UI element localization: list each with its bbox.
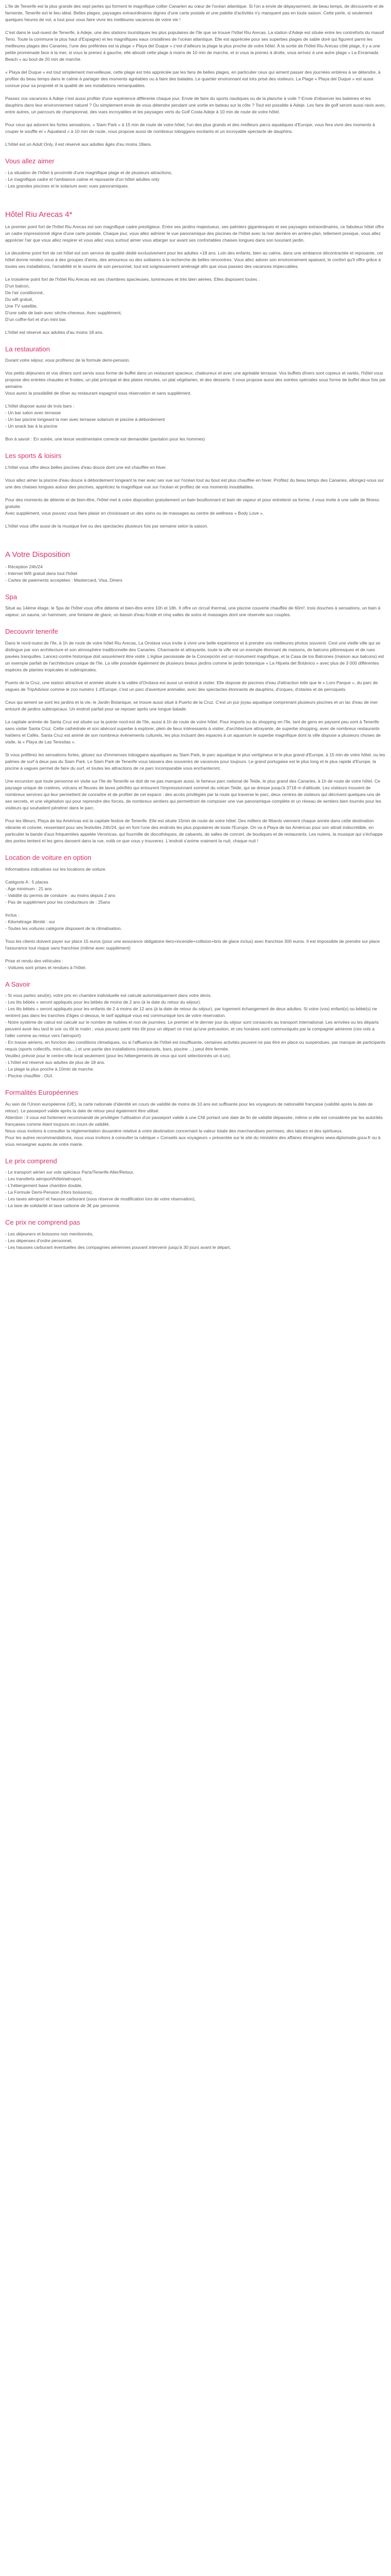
list-item: - Un bar piscine longeant la mer avec terrasse solarium et piscine à débordement xyxy=(5,417,165,422)
list-item: D'un coffre-fort et d'un mini bar. xyxy=(5,316,67,322)
list-item: - Si vous partez seul(e), votre prix en chambre individuelle est calculé automatiquement dans votre devis. xyxy=(5,993,212,998)
list-item: - Les lits bébés « seront appliqués pour les bébés de moins de 2 ans (à la date du retour du séjour). xyxy=(5,999,201,1005)
list-item: - Les transferts aéroport/hôtel/aéroport, xyxy=(5,1176,83,1182)
list-item: De l'air conditionné, xyxy=(5,290,44,295)
spa-paragraph: Situé au 14ème étage, le Spa de l'hôtel vous offre détente et bien-être entre 10h et 18h. Il offre un circuit thermal, une piscine couverte chauffée de 60m², trois douches à sensations, un bain à vapeur, un sauna, un hammam, une fontaine de glace, un bassin d'eau froide et cinq salles de soins et massages dont une réservée aux couples. xyxy=(5,605,381,618)
list-item: - Le magnifique cadre et l'ambiance calme et reposante d'un hôtel adultes only xyxy=(5,176,159,182)
formalites-paragraph: Nous vous invitons à consulter la réglementation douanière relative à votre destination concernant la valeur totale des marchandises permises, des tabacs et des spiritueux. xyxy=(5,1128,343,1133)
list-item: D'une salle de bain avec sèche-cheveux. Avec supplément, xyxy=(5,310,122,315)
section-title-sports: Les sports & loisirs xyxy=(5,452,62,460)
list-item: - Cartes de paiements acceptées : Mastercard, Visa, Diners xyxy=(5,577,123,583)
section-title-spa: Spa xyxy=(5,592,18,601)
list-item: - Notre système de calcul est calculé sur le nombre de nuitées et non de journées. Le premier et le dernier jour du séjour sont consacrés au transport international. Les arrivées ou les départs peuvent avoir lieu tard le soir ou tôt le matin ; vous pouvez partir très tôt pour un départ ce n'est qu'une précaution, et ces horaires sont communiqués par la compagnie aérienne (ces vols a l'aller comme au retour vers l'aéroport). xyxy=(5,1020,379,1039)
list-item: - Les déjeuners et boissons non mentionnés, xyxy=(5,1231,94,1236)
restauration-paragraph: Vous aurez la possibilité de dîner au restaurant espagnol sous réservation et sans supplément. xyxy=(5,391,192,396)
list-item: - Age minimum : 21 ans xyxy=(5,886,52,891)
excluded-list xyxy=(5,1231,386,1251)
hotel-paragraph: L'hôtel est réservé aux adultes d'au moins 18 ans. xyxy=(5,329,104,335)
list-item: - Les taxes aéroport et hausse carburant (sous réserve de modification lors de votre réservation), xyxy=(5,1196,196,1202)
list-item: - Internet Wifi gratuit dans tout l'hôtel xyxy=(5,570,77,576)
intro-paragraph: L'île de Tenerife est la plus grande des sept perles qui forment le magnifique collier Canarien au cœur de l'océan atlantique. Si l'on a envie de dépaysement, de beau temps, de découverte et de farniente, Tenerife est le lieu idéal. Belles plages, paysages extraordinaires dignes d'une carte postale et une palette d'activités n'y manquent pas en toute saison. Cette perle, si seulement quelques heures de vol, a tout pour vous faire vivre les meilleures vacances de votre vie ! xyxy=(5,4,384,22)
car-category-list xyxy=(5,879,386,906)
list-item: Prise et rendu des véhicules : xyxy=(5,958,63,963)
list-item: - Voitures sont prises et rendues à l'hôtel. xyxy=(5,964,87,970)
services-list xyxy=(5,564,386,584)
formalites-paragraph: Au sein de l'Union européenne (UE), la carte nationale d'identité en cours de validité de moins de 10 ans est suffisante pour les voyageurs de nationalité française (validité après la date de retour). Le passeport valide après la date de retour peut également être utilisé. xyxy=(5,1101,373,1113)
highlights-list xyxy=(5,170,386,190)
list-item: Une TV satellite, xyxy=(5,303,38,309)
sports-paragraph: Avec supplément, vous pouvez vous faire plaisir en choisissant un des soins ou de massages au centre de wellness « Body Love ». xyxy=(5,510,264,516)
list-item: - Réception 24h/24 xyxy=(5,564,43,569)
hotel-paragraph: Le premier point fort de l'hôtel Riu Arecas est son magnifique cadre prestigieux. Entre ses jardins majestueux, ses palmiers gigantesques et ses paysages extraordinaires, ce fabuleux hôtel offre un cadre impressionné digne d'une carte postale. Chaque jour, vous allez admirer le vue panoramique des piscines de l'hôtel avec la mer derrière en arrière-plan, tellement presque, vous allez apprécier l'air que vous allez respirer et vous allez vous surtout aimer vous attarger sur avant ses confortables chaises longues dans son luxuriant jardin. xyxy=(5,224,384,243)
list-item: Du wifi gratuit, xyxy=(5,296,34,302)
list-item: - La plage la plus proche à 10min de marche. xyxy=(5,1066,94,1072)
list-item: - L'hôtel est réservé aux adultes de plus de 18 ans. xyxy=(5,1060,106,1065)
list-item: Inclus : xyxy=(5,912,20,918)
list-item: - Validité du permis de conduire : au moins depuis 2 ans xyxy=(5,892,116,898)
included-list xyxy=(5,1169,386,1209)
section-title-restauration: La restauration xyxy=(5,345,50,353)
section-title-formalites: Formalités Européennes xyxy=(5,1089,78,1097)
hotel-paragraph: Le deuxième point fort de cet hôtel est son service de qualité dédié exclusivement pour les adultes +18 ans. Loin des enfants, bien au calme, dans une ambiance décontractée et reposante, cet hôtel donne rendez-vous à des groupes d'amis, des amoureux ou des solitaires à la recherche de belles rencontres. Vous allez adorer son environnement apaisant, le confort qu'il offre grâce à toutes ses installations, l'amabilité et le sourire de son personnel, tout est soigneusement aménagé afin que vous passiez des vacances impeccables. xyxy=(5,250,383,269)
restauration-paragraph: Durant votre séjour, vous profiterez de la formule demi-pension. xyxy=(5,358,131,363)
car-included-list xyxy=(5,912,386,932)
list-item: - Les grandes piscines et le solarium avec vues panoramiques. xyxy=(5,183,129,189)
list-item: - Piscine chauffée : OUI. xyxy=(5,1073,53,1079)
formalites-paragraph: Attention : il vous est fortement recommandé de privilégier l'utilisation d'un passeport valide à une CNI portant une date de fin de validité dépassée, même si elle est considérée par les autorités françaises comme étant toujours en cours de validité. xyxy=(5,1114,383,1127)
sports-paragraph: Pour des moments de détente et de bien-être, l'hôtel met à votre disposition gratuitement un bain bouillonnant et bain de vapeur et pour entretenir sa forme, il vous invite à une salle de fitness gratuite. xyxy=(5,497,379,509)
list-item: Catégorie A : 5 places xyxy=(5,879,48,885)
list-item: - La situation de l'hôtel à proximité d'une magnifique plage et de plusieurs attractions, xyxy=(5,170,172,175)
intro-paragraph: Pour ceux qui adorent les fortes sensations, « Siam Park » à 15 min de route de votre hôtel, l'un des plus grands et des meilleurs parcs aquatiques d'Europe, vous fera vivre des moments à couper le souffle et « Aqualand » à 10 min de route, vous propose aussi de nombreux toboggans excitants et un incroyable spectacle de dauphins. xyxy=(5,122,375,134)
sports-paragraph: L'hôtel vous offre aussi de la musique live ou des spectacles plusieurs fois par semaine selon la saison. xyxy=(5,523,208,529)
location-paragraph: Informations indicatives sur les locations de voiture. xyxy=(5,866,107,872)
restauration-paragraph: Vos petits déjeuners et vos dîners sont servis sous forme de buffet dans un restaurant spacieux, chaleureux et avec une agréable terrasse. Vos buffets dîners sont copieux et variés, l'hôtel vous propose des entrées chaudes et froides, un plat principal et des plates minutes, un plat végétarien, et des desserts. Il vous propose aussi des soirées spéciales sous forme de buffet deux fois par semaine. xyxy=(5,370,386,389)
list-item: - En trasse aériens, en fonction des conditions climatiques, ou si l'affluence de l'hôtel est insuffisante, certaines activités peuvent ne pas être en place ou suspendues, par manque de participants requis (sports collectifs, mini-club,...) et une partie des installations (restaurants, bars, piscine ...) peut être fermée. xyxy=(5,1040,386,1052)
section-title-savoir: A Savoir xyxy=(5,980,30,988)
decouvrir-paragraph: Pour les lilleurs, Playa de las Américas est la capitale festive de Tenerife. Elle est située 15min de route de votre hôtel. Des milliers de fêtards viennent chaque année dans cette destination vibrante et colorée, ressentant pour ses festivités 24h/24, qui en font l'une des endroits les plus populaires de toute l'Europe. On va à Playa de las Américas pour son attrait indiscrétible, en particulier la bande d'aux fréquentées appelée Veronicas, qui fourmille de discothèques, de cabarets, de salles de concert, de boutiques et de restaurants. Les nuiens, la musique qui s'échappe des portes tentent et les gens dansent dans la rue, voilà ce que vous y trouverez. L'endroit s'anime vraiment la nuit, chaque nuit ! xyxy=(5,818,383,843)
formalites-paragraph: Pour les autres recommandations, nous vous invitons à consulter la rubrique « Conseils aux voyageurs » présentée sur le site du ministère des affaires étrangères www.diplomatie.gouv.fr ou à vous renseigner auprès de votre mairie. xyxy=(5,1134,381,1147)
intro-paragraph: « Playa del Duque » est tout simplement merveilleuse, cette plage est très appréciée par les fans de belles plages, en particulier ceux qui aiment passer des journées entières à se détendre, à profiter du beau temps dans le calme à partager des moments agréables ou à faire des balades. Le quartier environnant est très prisé des visiteurs. La Plage « Playa del Duque » est aussi connue pour sa propreté et la qualité de ses installations remarquables. xyxy=(5,70,381,88)
rooms-list xyxy=(5,276,386,323)
section-title-prix-comprend: Le prix comprend xyxy=(5,1157,57,1165)
list-intro: Le troisième point fort de l'hôtel Riu Arecas est ses chambres spacieuses, lumineuses et très bien aérées. Elles disposent toutes : xyxy=(5,276,260,282)
list-item: - Le transport aérien sur vols spéciaux Paris/Tenerife Aller/Retour, xyxy=(5,1170,134,1175)
intro-paragraph: Passez vos vacances à Adeje c'est aussi profiter d'une expérience différente chaque jour. Envie de faire du sports nautiques ou de la planche à voile ? Envie d'observer les baleines et les dauphins dans leur environnement naturel ? Ou simplement envie de vous détendre pendant une sortie en bateau sur la côte ? Tout est possible à Adeje. Les fans de golf seront aussi ravis avec, entre autres, un parcours de championnat, des vues incroyables et les paysages verts du Golf Costa Adeje à 10 min de route de votre hôtel. xyxy=(5,96,386,114)
page xyxy=(0,0,391,1278)
section-title-hotel: Hôtel Riu Arecas 4* xyxy=(5,210,73,219)
section-title-location: Location de voiture en option xyxy=(5,853,91,861)
decouvrir-paragraph: Une excursion que toute personne en visite sur l'île de Tenerife se doit de ne pas manquer aussi, le fameux parc national de Teide, le plus grand des Canaries, à 1h de route de votre hôtel. Ce paysage unique de cratères, volcans et fleuves de laves pétrifiés qui entourent l'impressionnant sommet du volcan Teide, qui se dresse jusqu'à 3718 m d'altitude. Les visiteurs trouvent de nombreux services qui leur permettent de connaître et de profiter de cet espace : des accès privilégiés par la route qui traverse le parc, deux centres de visiteurs qui décrivent quelques-uns de ses secrets, et une végétation qui pour reprendre des forces, de nombreux sentiers qui permettront de composer une vue panoramique complète et un réseau de sentiers bien tournés pour les visiteurs qui souhaitent pénétrer dans le parc. xyxy=(5,778,381,810)
sports-paragraph: Vous allez aimer la piscine d'eau douce à débordement longeant la mer avec ses vue sur l'océan tout au bout est plus chauffée en hiver. Profitez du beau temps des Canaries, allongez-vous sur une des chaises longues autour des piscines, appréciez la magnifique vue sur l'océan et profitez de vos moments inoubliables. xyxy=(5,477,384,489)
list-item: - La taxe de solidarité et taxe carbone de 3€ par personne. xyxy=(5,1203,121,1209)
location-paragraph: Tous les clients doivent payer sur place 15 euros (pour une assurance obligatoire tiers+incendie+collision+bris de glace inclus) avec franchise 300 euros. Il est impossible de prendre sur place l'assurance tout risque sans franchise (même avec supplément) xyxy=(5,938,380,951)
decouvrir-paragraph: Dans le nord-ouest de l'île, à 1h de route de votre hôtel Riu Arecas, La Orotava vous invite à vivre une belle expérience et à prendre vos meilleures photos souvenir. Cest une vieille ville qui se distingue par son architecture et son atmosphère traditionnelle des Canaries. Charmante et attrayante, toute la ville est un exemple étonnant de maisons, de balcons pittoresques et de rues pavées tranquilles. Lancez-contre historique doit assurément être visité. L'église paroissiale de la Concepción est un monument magnifique, et la Casa de los Balcones (maison aux balcons) est un exemple parfait de l'architecture unique de l'île. La ville possède également de plusieurs beaux jardins comme le jardin botanique « La Hijuela del Botánico » avec plus de 3 000 différentes espèces de plantes tropicales et subtropicales. xyxy=(5,640,384,672)
list-intro: L'hôtel dispose aussi de trois bars : xyxy=(5,403,74,409)
bars-list xyxy=(5,403,386,430)
decouvrir-paragraph: Puerto de la Cruz, une station attractive et animée située à la vallée d'Orotava est aussi un endroit à visiter. Elle dispose de piscines d'eau d'attraction telle que le « Loro Parque », du parc de vagues de TripAdvisor comme le zoo numéro 1 d'Europe, c'est un parc d'aventure animalier, avec des spectacles étonnants de dauphins, d'orques, d'otaries et de perroquets. xyxy=(5,680,378,692)
section-title-prix-comprend-pas: Ce prix ne comprend pas xyxy=(5,1218,80,1227)
list-item: Veuillez prévoir pour le centre-ville local seulement (pour les hébergements de ceux qui sont sélectionnés un à un). xyxy=(5,1053,231,1059)
sports-paragraph: L'hôtel vous offre deux belles piscines d'eau douce dont une est chauffée en hiver. xyxy=(5,464,167,470)
savoir-list xyxy=(5,992,386,1079)
decouvrir-paragraph: Ceux qui aiment se sont les jardins et la vie, le Jardin Botanique, se trouve aussi situé à Puerto de la Cruz. C'est un pur joyau aquatique comprenant plusieurs piscines et un lac d'eau de mer entouré de jardins subtropicaux. Un endroit parfait pour se reposer après une longue balade. xyxy=(5,699,378,711)
list-item: - Toutes les voitures catégorie disposent de la climatisation. xyxy=(5,925,122,931)
intro-paragraph: L'hôtel est un Adult Only, il est réservé aux adultes âgés d'au moins 18ans. xyxy=(5,142,152,147)
decouvrir-paragraph: Si vous préférez les sensations fortes, glissez sur d'immenses toboggans aquatiques au Siam Park, le parc aquatique le plus vertigineux et le plus grand d'Europe, à 15 min de votre hôtel, ou les palmes de surf à deux pas du Siam Park. Le Siam Park de Tenerife vous laissera des souvenirs de vacances pour toujours. Le grand portugaise est le plus long et le plus rapide d'Europe, la piscine à vagues permet de faire du surf, et toutes les attractions de ce parc incomparable vous enchanteront. xyxy=(5,752,385,771)
section-title-decouvrir: Decouvrir tenerife xyxy=(5,628,58,636)
decouvrir-paragraph: La capitale animée de Santa Cruz est située sur la pointe nord-est de l'île, aussi à 1h de route de votre hôtel. Pour imports ou du shopping en l'île, tant de gens en paysent peu sont à Tenerife sans visiter Santa Cruz. Cette cathédrale et son abécool superbe à explorer, plein de lieux intéressants à visiter, d'architecture attrayante, de superbe shopping, avec de nombreux restaurants haïtiens et Cafés. Santa Cruz est animé de son nombreux événements culturels, les plus incluant des espaces à un aquarium le superbe magnifique dont la ville dispose a plusieurs choses de visite, la « Playa de Las Teresitas ». xyxy=(5,719,381,744)
list-item: - L'hébergement base chambre double, xyxy=(5,1183,83,1189)
list-item: - Les dépenses d'ordre personnel, xyxy=(5,1238,73,1243)
car-pickup-list xyxy=(5,958,386,971)
list-item: - La Formule Demi-Pension (Hors boissons), xyxy=(5,1190,93,1195)
list-item: - Les lits bébés « seront appliqués pour les enfants de 2 à moins de 12 ans (à la date de retour du séjour), par logement échangement de deux adultes. Si votre (vos) enfant(s) ou bébé(s) ne rentrent pas dans les tranches d'âges ci-dessus, le tarif appliqué vous est communiqué lors de votre réservation. xyxy=(5,1006,377,1019)
restauration-paragraph: Bon à savoir : En soirée, une tenue vestimentaire correcte est demandée (pantalon pour les hommes) xyxy=(5,436,205,442)
list-item: - Un bar salon avec terrasse xyxy=(5,410,61,416)
intro-paragraph: C'est dans le sud-ouest de Tenerife, à Adeje, une des stations touristiques les plus populaires de l'île que se trouve l'hôtel Riu Arecas. La station d'Adeje est située entre les contreforts du massif Teno. Toute la commune la plus haut d'Espagne) et les magnifiques eaux cristallines de l'océan atlantique. Elle est appréciée pour ses superbes plages de sable doré qui figurent parmi les meilleures plages des Canaries, l'une des préférées est la plage « Playa del Duque » c'est d'ailleurs la plage la plus proche de votre hôtel. À la sortie de l'hôtel Riu Arecas côté plage, il y a une petite promenade face à la mer, si vous la prenez à gauche, elle aboutit cette plage à moins de 10 min de marche, et si vous la prenez à droite, vous arrivez à une autre plage « La Enramada Beach » au bout de 20 min de marche. xyxy=(5,30,384,62)
list-item: D'un balcon, xyxy=(5,283,30,289)
section-title-vous-allez-aimer: Vous allez aimer xyxy=(5,157,55,165)
list-item: - Un snack bar à la piscine xyxy=(5,423,58,429)
list-item: - Les hausses carburant éventuelles des compagnies aériennes pouvant intervenir jusqu'à 30 jours avant le départ, xyxy=(5,1244,231,1250)
list-item: - Pas de supplément pour les conducteurs de : 25ans xyxy=(5,899,110,905)
list-item: - Kilométrage illimité : oui xyxy=(5,919,55,924)
section-title-disposition: A Votre Disposition xyxy=(5,550,70,559)
